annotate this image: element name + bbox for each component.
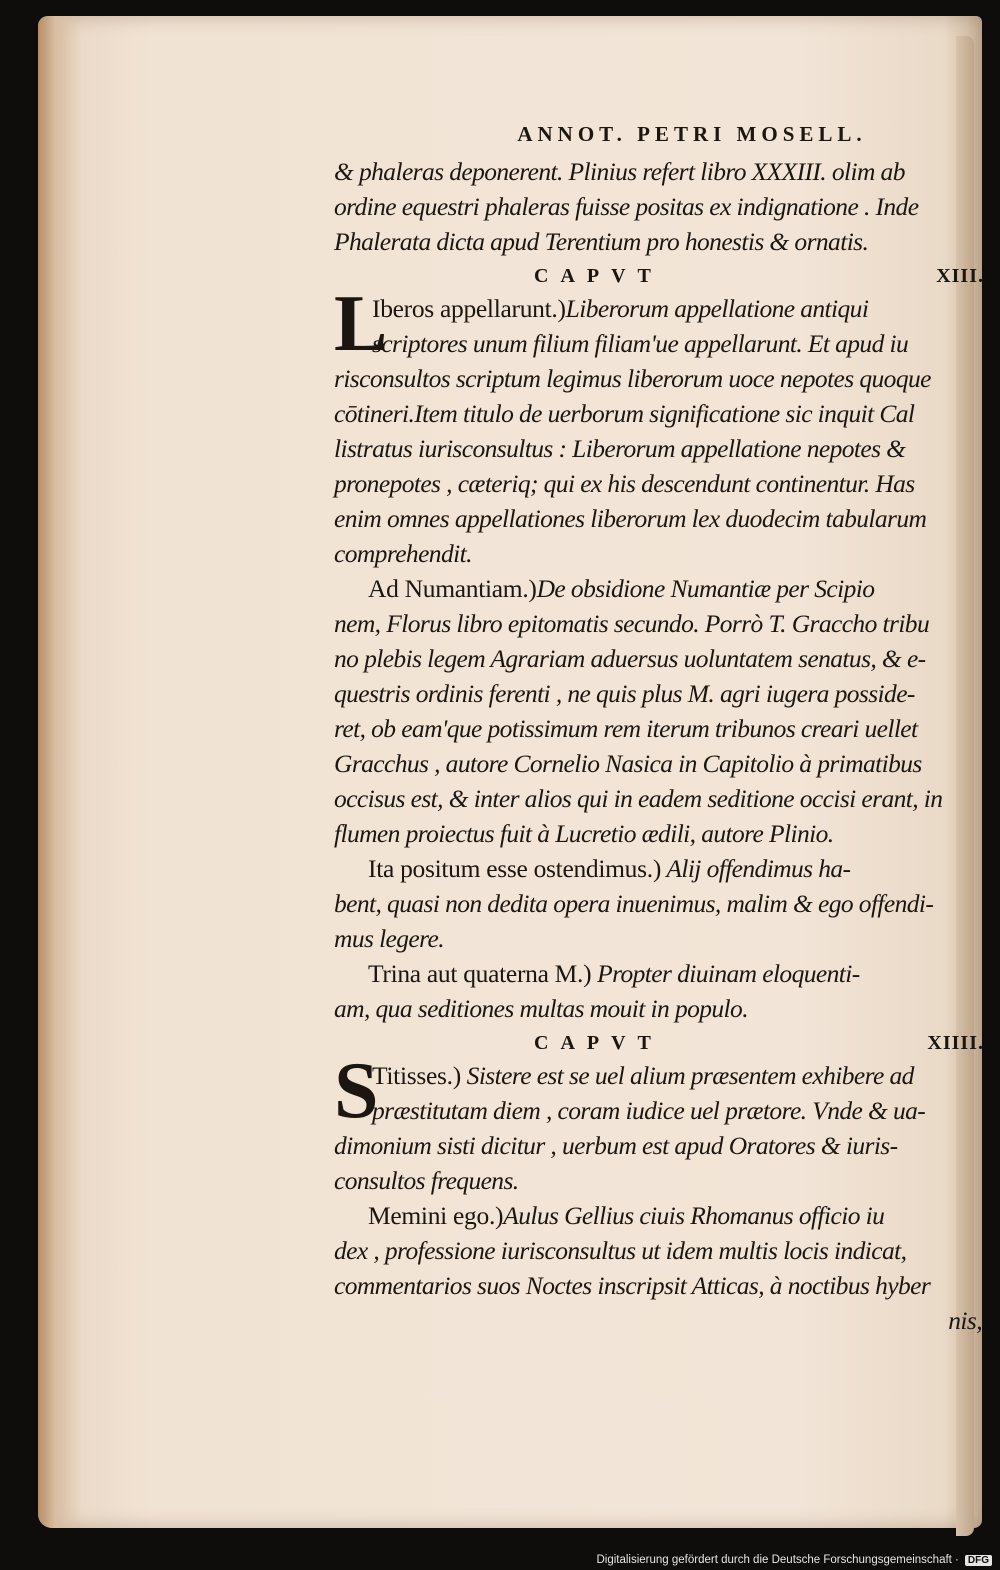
text-line: [334, 291, 990, 326]
chapter-14-opening: [334, 1047, 990, 1135]
text-line: [334, 571, 990, 606]
line-text: Alij offendimus ha-: [666, 854, 851, 883]
text-line: [334, 851, 990, 886]
text-line: am, qua seditiones multas mouit in populo.: [334, 994, 748, 1023]
text-line: præstitutam diem , coram iudice uel prætore. Vnde & ua-: [372, 1096, 926, 1125]
text-line: enim omnes appellationes liberorum lex duodecim tabularum: [334, 504, 927, 533]
text-line: [334, 956, 990, 991]
text-line: no plebis legem Agrariam aduersus uoluntatem senatus, & e-: [334, 644, 926, 673]
text-line: commentarios suos Noctes inscripsit Atticas, à noctibus hyber: [334, 1271, 931, 1300]
chapter-heading-14: [334, 1028, 990, 1058]
line-text: De obsidione Numantiæ per Scipio: [536, 574, 875, 603]
chapter-number: XIIII.: [927, 1032, 984, 1054]
lemma: Trina aut quaterna M.): [368, 959, 592, 988]
text-line: pronepotes , cæteriq; qui ex his descendunt continentur. Has: [334, 469, 915, 498]
text-line: dex , professione iurisconsultus ut idem multis locis indicat,: [334, 1236, 907, 1265]
text-line: listratus iurisconsultus : Liberorum appellatione nepotes &: [334, 434, 906, 463]
digitization-credit: [596, 1554, 992, 1566]
dfg-logo: DFG: [965, 1555, 992, 1566]
text-line: bent, quasi non dedita opera inuenimus, malim & ego offendi-: [334, 889, 934, 918]
line-text: Liberorum appellatione antiqui: [565, 294, 869, 323]
line-text: Aulus Gellius ciuis Rhomanus officio iu: [503, 1201, 885, 1230]
text-line: dimonium sisti dicitur , uerbum est apud Oratores & iuris-: [334, 1131, 898, 1160]
text-line: [334, 1058, 990, 1093]
text-line: & phaleras deponerent. Plinius refert libro XXXIII. olim ab: [334, 157, 905, 186]
text-line: ret, ob eam'que potissimum rem iterum tribunos creari uellet: [334, 714, 918, 743]
lemma: Ad Numantiam.): [368, 574, 537, 603]
chapter-heading-13: [334, 261, 990, 291]
chapter-13-opening: [334, 280, 990, 368]
credit-text: Digitalisierung gefördert durch die Deutsche Forschungsgemeinschaft ·: [596, 1554, 959, 1566]
text-line: comprehendit.: [334, 539, 472, 568]
text-block: [334, 120, 990, 1338]
text-line: flumen proiectus fuit à Lucretio ædili, autore Plinio.: [334, 819, 834, 848]
text-line: consultos frequens.: [334, 1166, 519, 1195]
lemma: Iberos appellarunt.): [372, 294, 566, 323]
text-line: Gracchus , autore Cornelio Nasica in Capitolio à primatibus: [334, 749, 922, 778]
chapter-word: CAPVT: [534, 265, 663, 287]
book-page: [38, 16, 982, 1528]
text-line: risconsultos scriptum legimus liberorum uoce nepotes quoque: [334, 364, 931, 393]
text-line: [334, 1198, 990, 1233]
text-line: cōtineri.Item titulo de uerborum significatione sic inquit Cal: [334, 399, 915, 428]
running-head: ANNOT. PETRI MOSELL.: [517, 122, 867, 146]
lemma: Memini ego.): [368, 1201, 504, 1230]
drop-cap: L: [334, 280, 388, 368]
text-line: questris ordinis ferenti , ne quis plus M. agri iugera posside-: [334, 679, 915, 708]
chapter-word: CAPVT: [534, 1032, 663, 1054]
catchword: nis,: [948, 1306, 982, 1335]
text-line: Phalerata dicta apud Terentium pro honestis & ornatis.: [334, 227, 869, 256]
lemma: Titisses.): [372, 1061, 461, 1090]
line-text: Propter diuinam eloquenti-: [597, 959, 860, 988]
text-line: occisus est, & inter alios qui in eadem seditione occisi erant, in: [334, 784, 943, 813]
line-text: Sistere est se uel alium præsentem exhibere ad: [466, 1061, 914, 1090]
text-line: ordine equestri phaleras fuisse positas ex indignatione . Inde: [334, 192, 919, 221]
drop-cap: S: [334, 1047, 379, 1135]
text-line: nem, Florus libro epitomatis secundo. Porrò T. Graccho tribu: [334, 609, 930, 638]
text-line: scriptores unum filium filiam'ue appellarunt. Et apud iu: [372, 329, 909, 358]
lemma: Ita positum esse ostendimus.): [368, 854, 662, 883]
text-line: mus legere.: [334, 924, 445, 953]
chapter-number: XIII.: [936, 265, 984, 287]
